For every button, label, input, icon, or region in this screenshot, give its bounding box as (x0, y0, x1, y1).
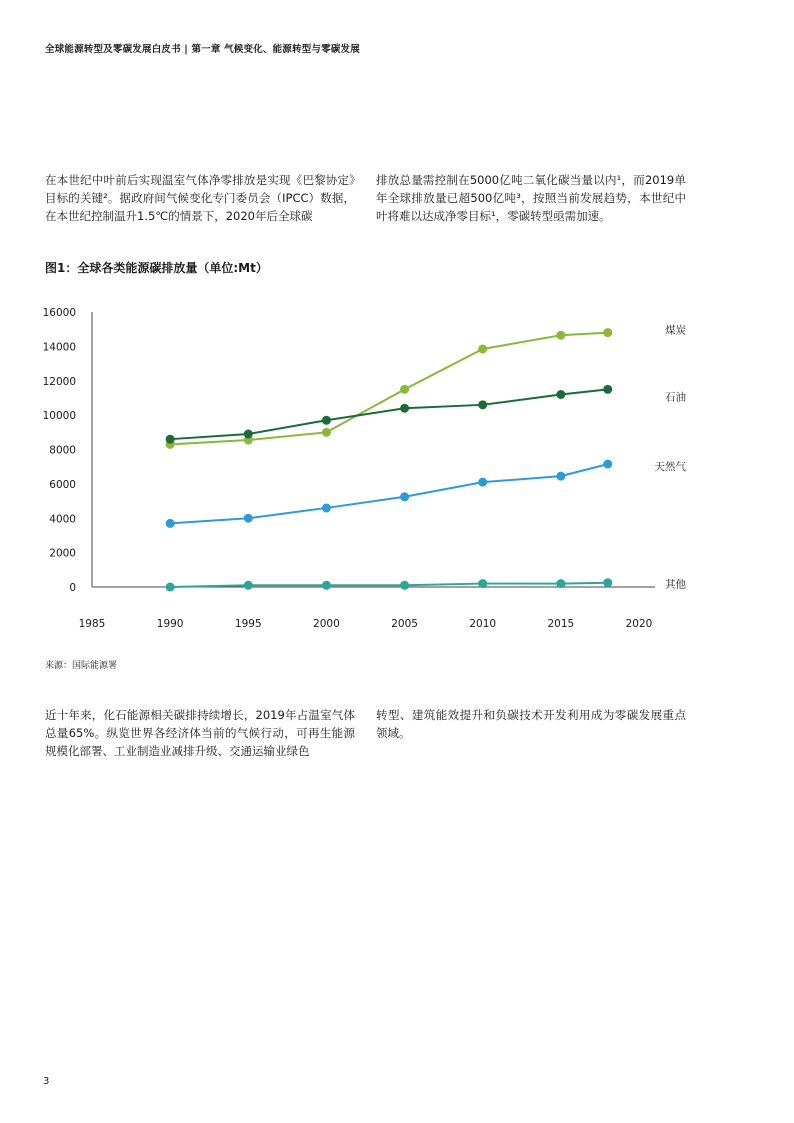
data-point (166, 583, 175, 592)
paragraph-text: 在本世纪中叶前后实现温室气体净零排放是实现《巴黎协定》目标的关键²。据政府间气候变化专门委员会（IPCC）数据，在本世纪控制温升1.5℃的情景下，2020年后全球碳 (45, 173, 355, 223)
x-tick-label: 2010 (469, 618, 497, 630)
data-point (322, 581, 331, 590)
x-tick-label: 2005 (391, 618, 418, 630)
y-tick-label: 10000 (42, 410, 76, 423)
page-number: 3 (43, 1076, 50, 1087)
series-label: 天然气 (654, 461, 686, 474)
data-point (400, 404, 409, 413)
data-point (244, 581, 253, 590)
data-point (400, 385, 409, 394)
y-tick-label: 8000 (49, 444, 76, 457)
data-point (478, 478, 487, 487)
data-point (556, 331, 565, 340)
data-point (556, 472, 565, 481)
y-tick-label: 6000 (49, 478, 76, 491)
x-tick-label: 1985 (78, 618, 106, 630)
figure-source: 来源：国际能源署 (45, 661, 118, 671)
data-point (244, 430, 253, 439)
figure-title: 图1：全球各类能源碳排放量（单位:Mt） (45, 261, 268, 275)
paragraph-2-left (45, 706, 355, 760)
data-point (556, 579, 565, 588)
y-tick-label: 0 (69, 582, 76, 594)
series-label: 石油 (665, 391, 686, 404)
y-tick-label: 16000 (42, 307, 76, 319)
data-point (322, 503, 331, 512)
data-point (400, 581, 409, 590)
data-point (166, 519, 175, 528)
x-tick-label: 1995 (234, 618, 262, 630)
series-label: 其他 (665, 578, 686, 591)
series-line (170, 333, 608, 445)
data-point (603, 385, 612, 394)
data-point (603, 578, 612, 587)
y-tick-label: 12000 (42, 375, 76, 388)
data-point (166, 435, 175, 444)
series-label: 煤炭 (665, 324, 686, 337)
data-point (478, 579, 487, 588)
y-tick-label: 4000 (49, 513, 76, 526)
paragraph-text: 近十年来，化石能源相关碳排持续增长，2019年占温室气体总量65%。纵览世界各经济体当前的气候行动，可再生能源规模化部署、工业制造业减排升级、交通运输业绿色 (45, 708, 355, 758)
data-point (478, 344, 487, 353)
data-point (244, 514, 253, 523)
data-point (322, 428, 331, 437)
data-point (603, 460, 612, 469)
paragraph-2-right (376, 706, 686, 742)
running-header: 全球能源转型及零碳发展白皮书 | 第一章 气候变化、能源转型与零碳发展 (45, 44, 360, 55)
data-point (478, 400, 487, 409)
x-tick-label: 2000 (313, 618, 340, 630)
y-tick-label: 2000 (49, 547, 76, 560)
paragraph-text: 转型、建筑能效提升和负碳技术开发利用成为零碳发展重点领域。 (376, 708, 686, 740)
x-tick-label: 1990 (156, 618, 184, 630)
data-point (556, 390, 565, 399)
x-tick-label: 2015 (547, 618, 575, 630)
series-line (170, 464, 608, 523)
data-point (603, 328, 612, 337)
series-line (170, 583, 608, 587)
data-point (322, 416, 331, 425)
y-tick-label: 14000 (42, 341, 76, 354)
paragraph-text: 排放总量需控制在5000亿吨二氧化碳当量以内¹，而2019单年全球排放量已超500亿吨³，按照当前发展趋势，本世纪中叶将难以达成净零目标¹，零碳转型亟需加速。 (376, 173, 686, 223)
x-tick-label: 2020 (625, 618, 653, 630)
data-point (400, 492, 409, 501)
